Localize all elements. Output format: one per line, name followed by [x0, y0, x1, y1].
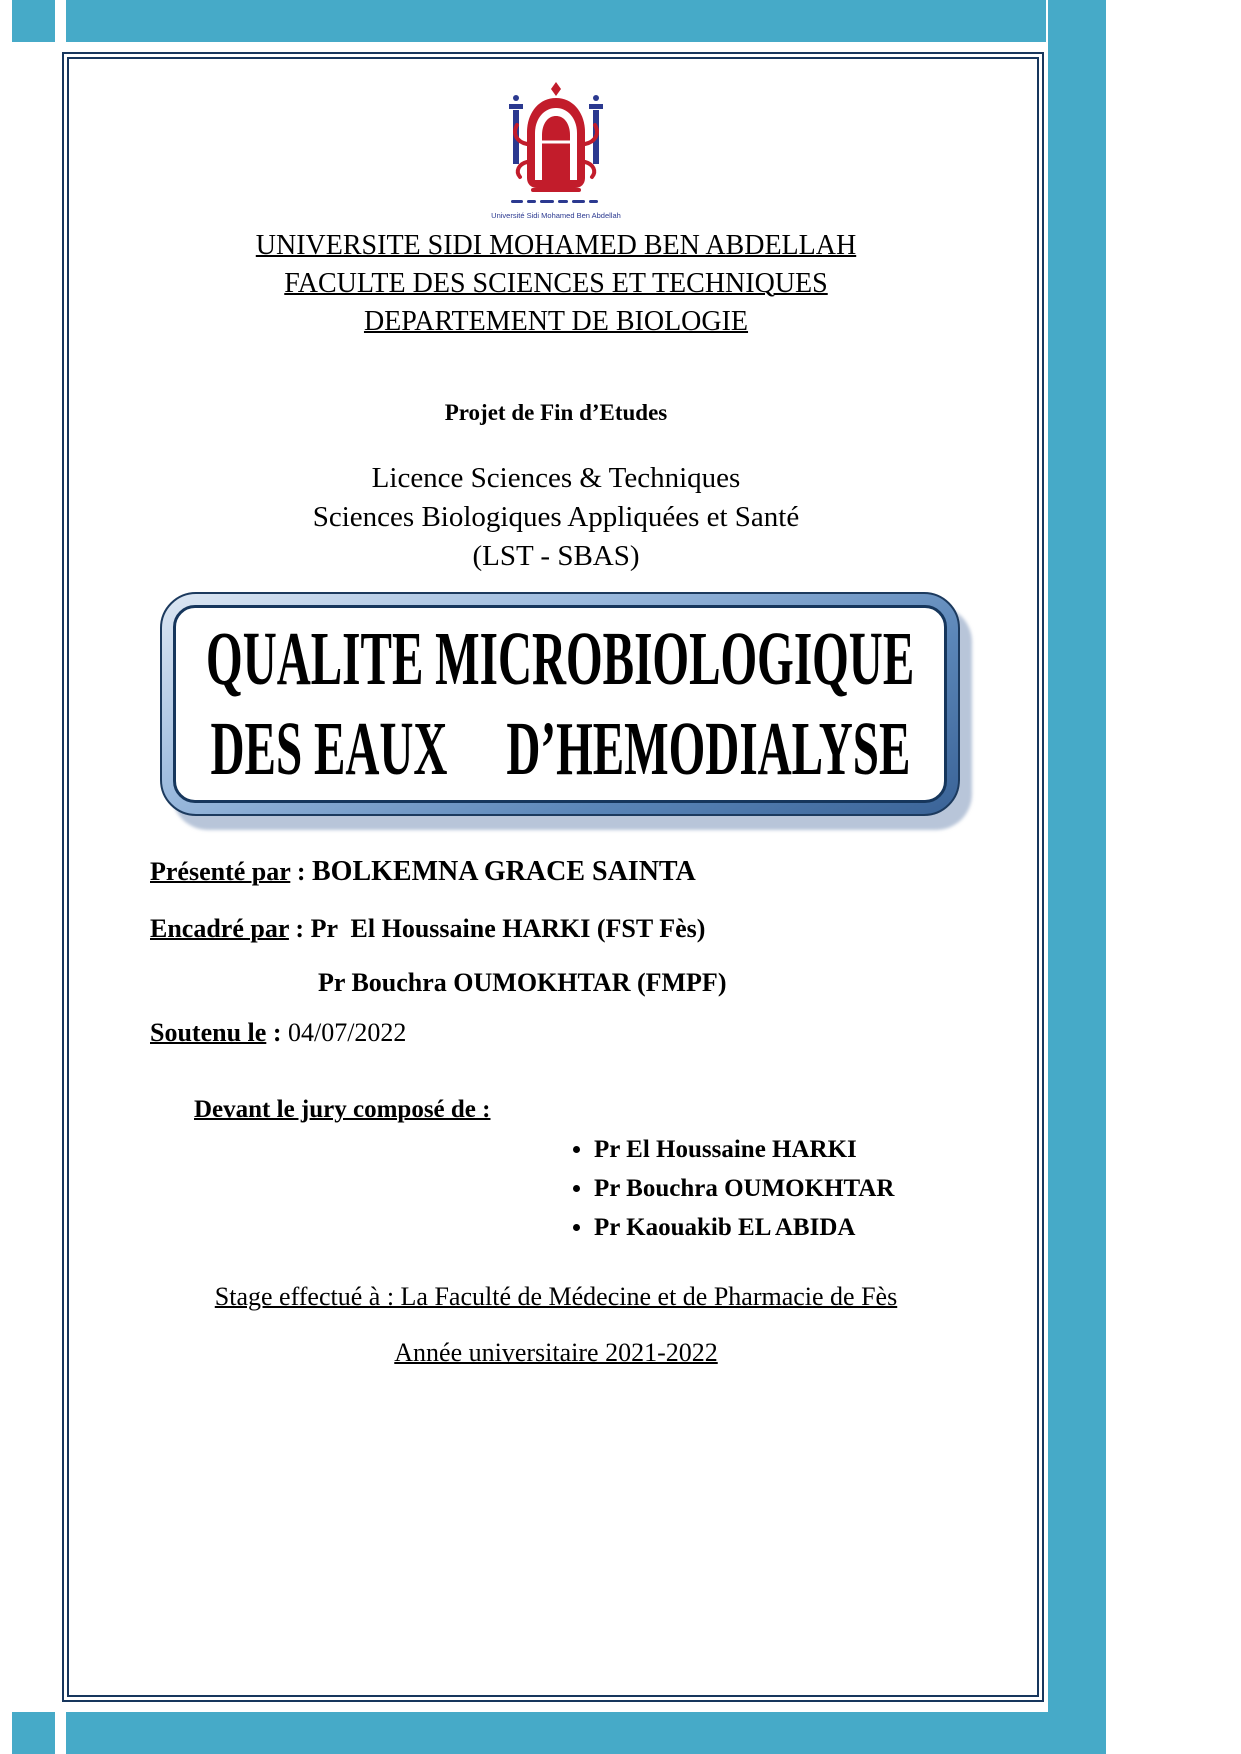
border-bottom-bar [66, 1712, 1106, 1754]
supervisor-2: Pr Bouchra OUMOKHTAR (FMPF) [318, 968, 727, 997]
logo-arabic-script [511, 200, 598, 203]
logo-caption: Université Sidi Mohamed Ben Abdellah [491, 211, 621, 220]
jury-list [558, 1136, 894, 1253]
faculty-name: FACULTE DES SCIENCES ET TECHNIQUES [284, 268, 828, 299]
border-top-bar [66, 0, 1046, 42]
university-logo-emblem [481, 80, 631, 228]
degree-line-3: (LST - SBAS) [472, 540, 640, 572]
presented-by-label: Présenté par [150, 857, 291, 886]
separator: : [266, 1018, 288, 1047]
border-top-left-square [12, 0, 55, 42]
jury-heading: Devant le jury composé de : [194, 1096, 491, 1123]
department-name: DEPARTEMENT DE BIOLOGIE [363, 306, 749, 337]
defense-date-label: Soutenu le [150, 1018, 267, 1047]
defense-date-value: 04/07/2022 [287, 1018, 407, 1047]
title-box [160, 592, 960, 816]
title-line-2: DES EAUX D’HEMODIALYSE [210, 706, 910, 791]
internship-location: Stage effectué à : La Faculté de Médecine et de Pharmacie de Fès [214, 1282, 898, 1311]
separator: : [288, 914, 311, 943]
separator: : [290, 857, 312, 886]
academic-year: Année universitaire 2021-2022 [394, 1338, 718, 1367]
jury-member: • Pr Kaouakib EL ABIDA [594, 1214, 894, 1242]
logo-inner-column [542, 116, 570, 180]
jury-member: • Pr Bouchra OUMOKHTAR [594, 1175, 894, 1203]
jury-member: • Pr El Houssaine HARKI [594, 1136, 894, 1164]
degree-line-1: Licence Sciences & Techniques [371, 462, 741, 494]
supervised-by-row [150, 914, 705, 944]
border-right-bar [1048, 0, 1106, 1754]
project-type: Projet de Fin d’Etudes [444, 400, 668, 425]
presented-by-value: BOLKEMNA GRACE SAINTA [311, 856, 696, 887]
university-logo [66, 80, 1046, 228]
degree-line-2: Sciences Biologiques Appliquées et Santé [312, 501, 800, 533]
supervised-by-label: Encadré par [150, 914, 289, 943]
university-name: UNIVERSITE SIDI MOHAMED BEN ABDELLAH [255, 230, 857, 261]
border-bottom-left-square [12, 1712, 55, 1754]
title-box-inner [173, 605, 947, 803]
title-line-1: QUALITE MICROBIOLOGIQUE [205, 617, 915, 702]
defense-date-row [150, 1018, 406, 1048]
presented-by-row [150, 856, 696, 888]
supervisor-1: Pr El Houssaine HARKI (FST Fès) [310, 914, 706, 943]
